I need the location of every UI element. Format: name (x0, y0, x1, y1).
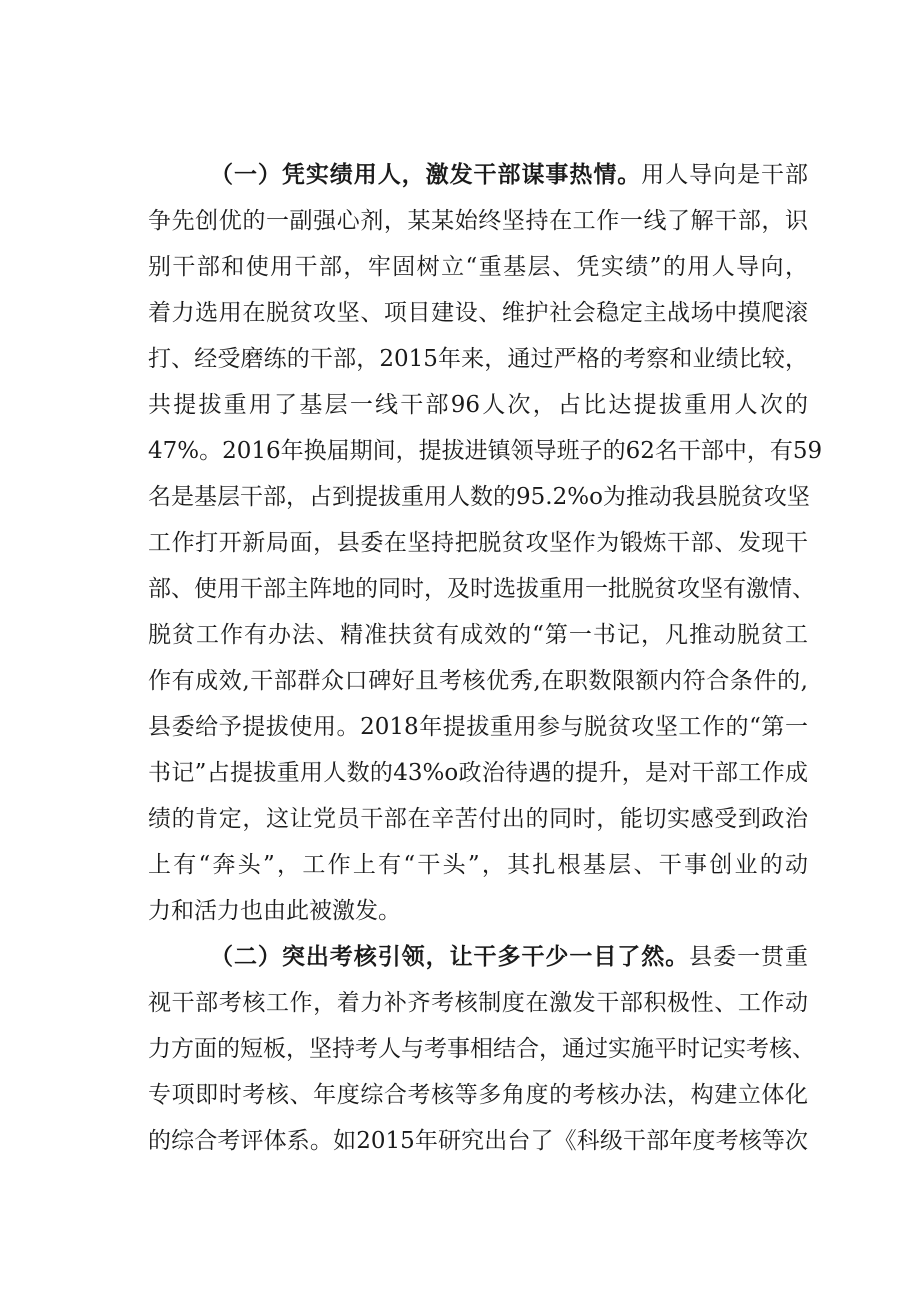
section-2-first-line (148, 934, 808, 980)
section-1-line-7: 名是基层干部，占到提拔重用人数的95.2%o为推动我县脱贫攻坚 (148, 484, 810, 510)
section-1-line-5: 共提拔重用了基层一线干部96人次，占比达提拔重用人次的 (148, 392, 808, 418)
body-text (148, 152, 823, 1164)
section-2-line-1: 视干部考核工作，着力补齐考核制度在激发干部积极性、工作动 (148, 990, 808, 1016)
section-2-line-4: 的综合考评体系。如2015年研究出台了《科级干部年度考核等次 (148, 1128, 808, 1154)
section-1-first-line (148, 152, 808, 198)
section-1-line-14: 绩的肯定，这让党员干部在辛苦付出的同时，能切实感受到政治 (148, 806, 808, 832)
section-1-line-11: 作有成效,干部群众口碑好且考核优秀,在职数限额内符合条件的, (148, 668, 808, 694)
section-1-line-1: 争先创优的一副强心剂，某某始终坚持在工作一线了解干部，识 (148, 208, 808, 234)
section-1-line-10: 脱贫工作有办法、精准扶贫有成效的“第一书记，凡推动脱贫工 (148, 622, 808, 648)
section-1-heading: （一）凭实绩用人，激发干部谋事热情。 (210, 161, 642, 188)
section-1-line-13: 书记”占提拔重用人数的43%o政治待遇的提升，是对干部工作成 (148, 760, 808, 786)
section-1-line-3: 着力选用在脱贫攻坚、项目建设、维护社会稳定主战场中摸爬滚 (148, 300, 808, 326)
section-1-line-12: 县委给予提拔使用。2018年提拔重用参与脱贫攻坚工作的“第一 (148, 714, 808, 740)
section-2-line-3: 专项即时考核、年度综合考核等多角度的考核办法，构建立体化 (148, 1082, 808, 1108)
section-2-heading: （二）突出考核引领，让干多干少一目了然。 (210, 943, 690, 970)
section-1-line-16: 力和活力也由此被激发。 (148, 898, 401, 924)
section-1-line-2: 别干部和使用干部，牢固树立“重基层、凭实绩”的用人导向， (148, 254, 808, 280)
section-1-line-4: 打、经受磨练的干部，2015年来，通过严格的考察和业绩比较， (148, 346, 808, 372)
section-1-line-0: 用人导向是干部 (641, 162, 809, 188)
section-2-line-2: 力方面的短板，坚持考人与考事相结合，通过实施平时记实考核、 (148, 1036, 815, 1062)
section-1-line-8: 工作打开新局面，县委在坚持把脱贫攻坚作为锻炼干部、发现干 (148, 530, 808, 556)
section-2-line-0: 县委一贯重 (689, 944, 809, 970)
section-1-line-15: 上有“奔头”，工作上有“干头”，其扎根基层、干事创业的动 (148, 852, 808, 878)
section-1-line-6: 47%。2016年换届期间，提拔进镇领导班子的62名干部中，有59 (148, 438, 823, 464)
section-1-line-9: 部、使用干部主阵地的同时，及时选拔重用一批脱贫攻坚有激情、 (148, 576, 815, 602)
